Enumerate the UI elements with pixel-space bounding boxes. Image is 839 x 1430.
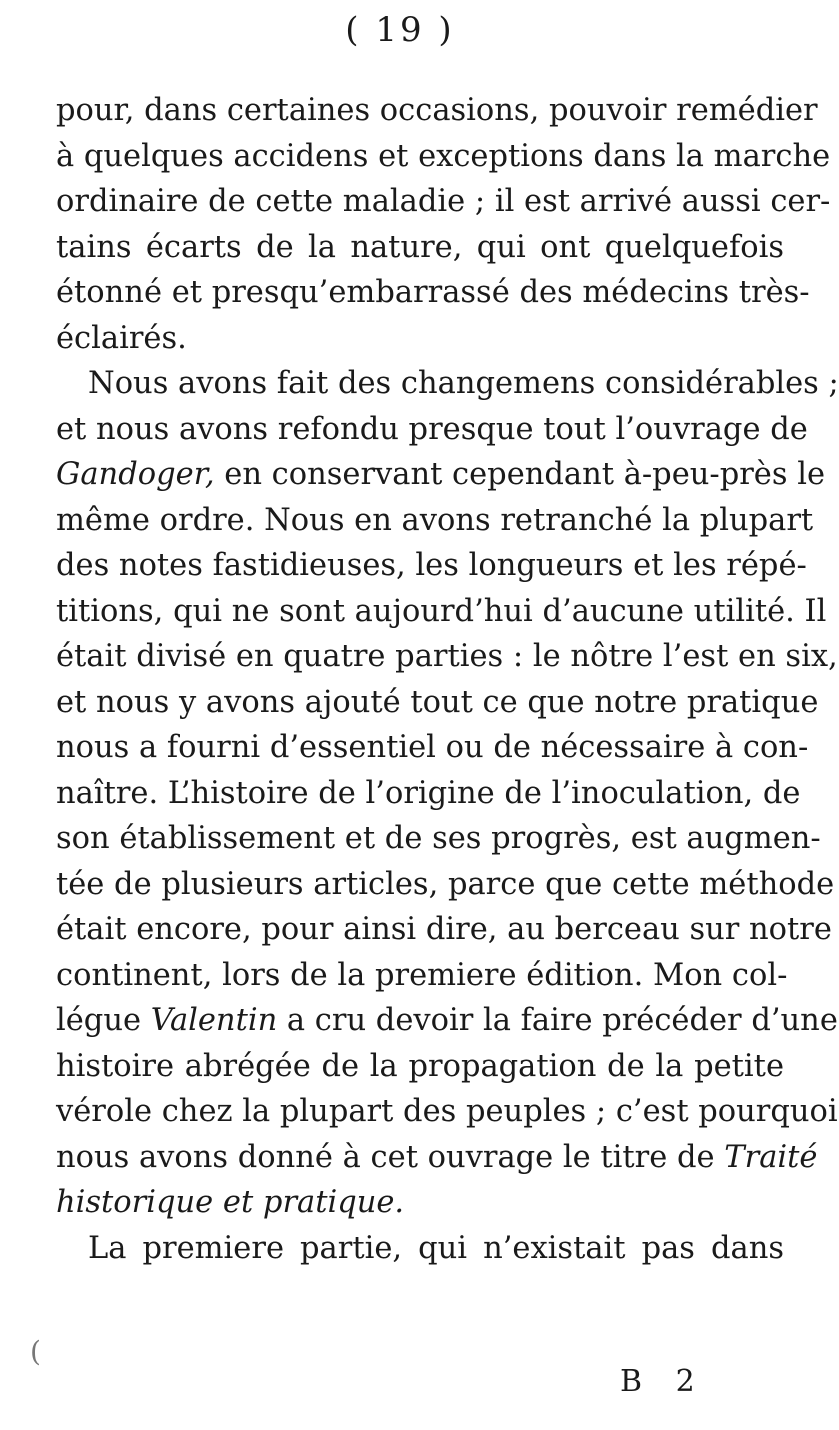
text-line bbox=[56, 1135, 818, 1181]
text-line: tée de plusieurs articles, parce que cette méthode bbox=[56, 866, 835, 902]
page-number: ( 19 ) bbox=[345, 10, 455, 50]
text-line: à quelques accidens et exceptions dans la marche bbox=[56, 138, 831, 174]
text-line: titions, qui ne sont aujourd’hui d’aucune utilité. Il bbox=[56, 593, 827, 629]
text-line: ordinaire de cette maladie ; il est arrivé aussi cer- bbox=[56, 184, 831, 219]
author-name-valentin: Valentin bbox=[150, 1003, 278, 1038]
text-line bbox=[56, 998, 838, 1044]
text-segment: nous avons donné à cet ouvrage le titre de bbox=[56, 1139, 725, 1175]
signature-mark: B 2 bbox=[620, 1364, 707, 1399]
text-segment: légue bbox=[56, 1003, 151, 1038]
text-line: et nous y avons ajouté tout ce que notre pratique bbox=[56, 684, 819, 720]
paragraph-start-line: La premiere partie, qui n’existait pas dans bbox=[88, 1230, 784, 1266]
text-line: son établissement et de ses progrès, est augmen- bbox=[56, 821, 821, 856]
text-line: et nous avons refondu presque tout l’ouvrage de bbox=[56, 411, 808, 447]
text-line: continent, lors de la premiere édition. Mon col- bbox=[56, 957, 788, 993]
book-title: Traité bbox=[724, 1139, 818, 1175]
text-line: histoire abrégée de la propagation de la petite bbox=[56, 1048, 784, 1084]
text-line: éclairés. bbox=[56, 320, 187, 356]
text-line: étonné et presqu’embarrassé des médecins très- bbox=[56, 275, 810, 310]
body-text bbox=[56, 88, 839, 1271]
text-line: était encore, pour ainsi dire, au berceau sur notre bbox=[56, 912, 832, 947]
paragraph-start-line: Nous avons fait des changemens considérables ; bbox=[88, 366, 839, 401]
text-line: pour, dans certaines occasions, pouvoir remédier bbox=[56, 93, 818, 128]
text-segment: a cru devoir la faire précéder d’une bbox=[277, 1003, 838, 1038]
text-line: naître. L’histoire de l’origine de l’inoculation, de bbox=[56, 775, 801, 811]
text-line: était divisé en quatre parties : le nôtre l’est en six, bbox=[56, 639, 838, 674]
text-line: nous a fourni d’essentiel ou de nécessaire à con- bbox=[56, 730, 809, 765]
book-title-continued: historique et pratique. bbox=[56, 1185, 405, 1220]
text-line: tains écarts de la nature, qui ont quelquefois bbox=[56, 229, 784, 265]
text-line bbox=[56, 452, 826, 498]
text-line: même ordre. Nous en avons retranché la plupart bbox=[56, 502, 814, 538]
text-line: des notes fastidieuses, les longueurs et les répé- bbox=[56, 548, 807, 583]
author-name-gandoger: Gandoger, bbox=[56, 457, 215, 492]
text-segment: en conservant cependant à-peu-près le bbox=[214, 457, 826, 492]
text-line: vérole chez la plupart des peuples ; c’est pourquoi bbox=[56, 1094, 838, 1129]
margin-bracket-mark: ( bbox=[30, 1335, 41, 1368]
